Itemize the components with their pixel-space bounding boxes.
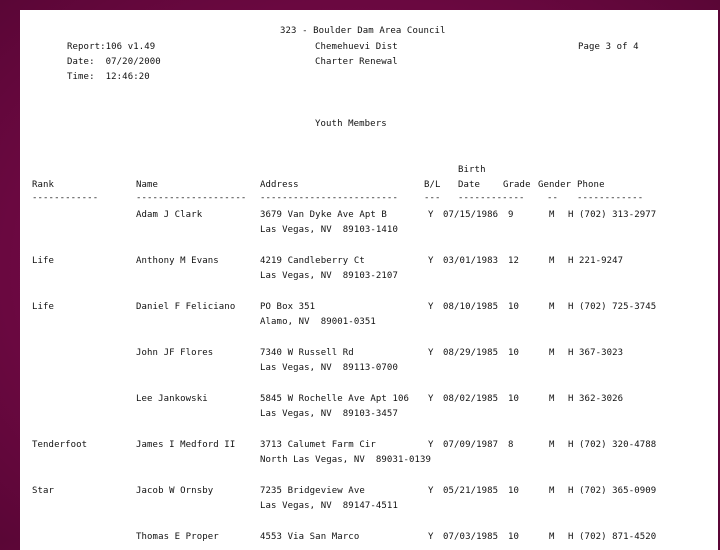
sep-gender: -- [547, 193, 559, 203]
row-addr1: 3713 Calumet Farm Cir [260, 440, 376, 450]
sep-grade: --- [508, 193, 525, 203]
col-bl: B/L [424, 180, 441, 190]
row-name: Thomas E Proper [136, 532, 219, 542]
row-name: James I Medford II [136, 440, 236, 450]
row-bl: Y [428, 348, 434, 358]
row-rank: Life [32, 302, 55, 312]
row-gender: M [549, 394, 555, 404]
row-name: John JF Flores [136, 348, 214, 358]
row-addr2: Las Vegas, NV 89103-1410 [260, 225, 398, 235]
sep-address: ------------------------- [260, 193, 398, 203]
row-phone: H 221-9247 [568, 256, 624, 266]
report-time: Time: 12:46:20 [67, 72, 150, 82]
row-addr2: Alamo, NV 89001-0351 [260, 317, 376, 327]
row-grade: 10 [508, 348, 520, 358]
col-phone: Phone [577, 180, 605, 190]
sep-date: --------- [458, 193, 508, 203]
row-addr1: 4553 Via San Marco [260, 532, 360, 542]
col-birth-top: Birth [458, 165, 486, 175]
row-phone: H 367-3023 [568, 348, 624, 358]
row-grade: 10 [508, 394, 520, 404]
row-bl: Y [428, 532, 434, 542]
row-phone: H (702) 313-2977 [568, 210, 657, 220]
col-grade: Grade [503, 180, 531, 190]
row-bl: Y [428, 210, 434, 220]
row-name: Jacob W Ornsby [136, 486, 214, 496]
row-addr2: Las Vegas, NV 89103-3457 [260, 409, 398, 419]
row-gender: M [549, 256, 555, 266]
row-addr2: Las Vegas, NV 89147-4511 [260, 501, 398, 511]
row-phone: H (702) 725-3745 [568, 302, 657, 312]
col-address: Address [260, 180, 299, 190]
row-gender: M [549, 348, 555, 358]
row-addr1: PO Box 351 [260, 302, 316, 312]
row-gender: M [549, 532, 555, 542]
row-gender: M [549, 486, 555, 496]
row-gender: M [549, 440, 555, 450]
charter-type: Charter Renewal [315, 57, 398, 67]
row-date: 08/02/1985 [443, 394, 499, 404]
council-title: 323 - Boulder Dam Area Council [280, 26, 446, 36]
row-addr1: 3679 Van Dyke Ave Apt B [260, 210, 387, 220]
report-page [20, 10, 718, 550]
row-name: Daniel F Feliciano [136, 302, 236, 312]
row-addr2: Las Vegas, NV 89103-2107 [260, 271, 398, 281]
row-bl: Y [428, 302, 434, 312]
row-addr1: 4219 Candleberry Ct [260, 256, 365, 266]
row-date: 05/21/1985 [443, 486, 499, 496]
row-grade: 12 [508, 256, 520, 266]
sep-rank: ------------ [32, 193, 99, 203]
row-name: Lee Jankowski [136, 394, 208, 404]
row-addr1: 7235 Bridgeview Ave [260, 486, 365, 496]
row-rank: Tenderfoot [32, 440, 88, 450]
row-gender: M [549, 302, 555, 312]
col-date: Date [458, 180, 481, 190]
row-addr1: 5845 W Rochelle Ave Apt 106 [260, 394, 409, 404]
row-grade: 10 [508, 486, 520, 496]
sep-phone: ------------ [577, 193, 644, 203]
report-id: Report:106 v1.49 [67, 42, 156, 52]
col-name: Name [136, 180, 159, 190]
district-name: Chemehuevi Dist [315, 42, 398, 52]
row-phone: H (702) 320-4788 [568, 440, 657, 450]
row-addr2: Las Vegas, NV 89113-0700 [260, 363, 398, 373]
row-bl: Y [428, 256, 434, 266]
row-date: 08/10/1985 [443, 302, 499, 312]
row-addr1: 7340 W Russell Rd [260, 348, 354, 358]
col-gender: Gender [538, 180, 572, 190]
row-name: Anthony M Evans [136, 256, 219, 266]
sep-name: -------------------- [136, 193, 247, 203]
row-date: 07/15/1986 [443, 210, 499, 220]
row-date: 07/03/1985 [443, 532, 499, 542]
row-bl: Y [428, 440, 434, 450]
page-number: Page 3 of 4 [578, 42, 639, 52]
row-rank: Star [32, 486, 55, 496]
row-date: 03/01/1983 [443, 256, 499, 266]
row-grade: 8 [508, 440, 514, 450]
row-phone: H (702) 871-4520 [568, 532, 657, 542]
row-addr2: North Las Vegas, NV 89031-0139 [260, 455, 432, 465]
row-bl: Y [428, 486, 434, 496]
sep-bl: --- [424, 193, 441, 203]
report-date: Date: 07/20/2000 [67, 57, 161, 67]
section-title: Youth Members [315, 119, 387, 129]
row-date: 07/09/1987 [443, 440, 499, 450]
row-name: Adam J Clark [136, 210, 203, 220]
row-gender: M [549, 210, 555, 220]
row-phone: H 362-3026 [568, 394, 624, 404]
row-phone: H (702) 365-0909 [568, 486, 657, 496]
row-grade: 9 [508, 210, 514, 220]
row-date: 08/29/1985 [443, 348, 499, 358]
row-bl: Y [428, 394, 434, 404]
row-rank: Life [32, 256, 55, 266]
row-grade: 10 [508, 532, 520, 542]
row-grade: 10 [508, 302, 520, 312]
col-rank: Rank [32, 180, 55, 190]
